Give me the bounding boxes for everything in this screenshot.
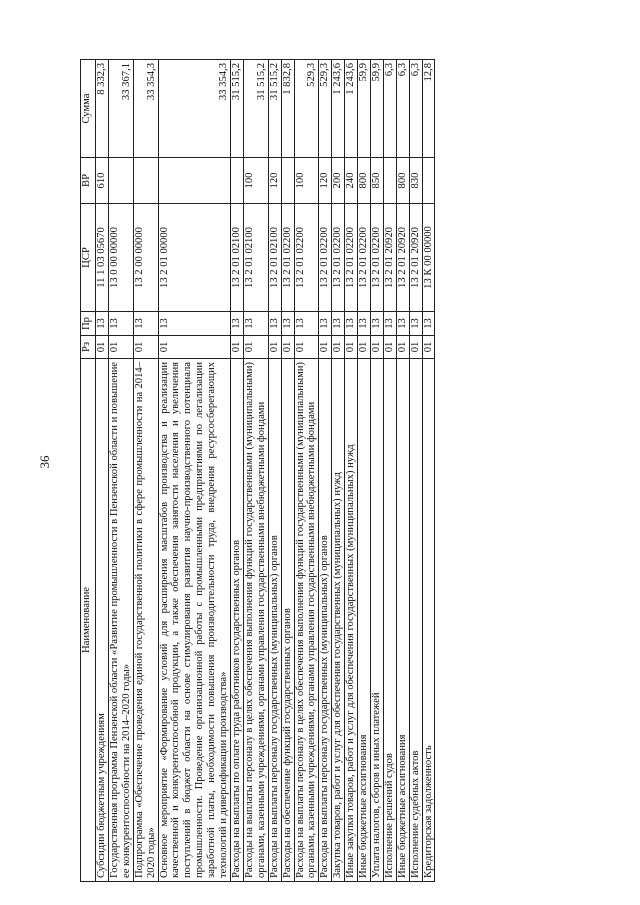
cell-vr: 100 xyxy=(294,158,319,204)
table-row xyxy=(230,60,243,882)
cell-vr xyxy=(422,158,435,204)
cell-rz: 01 xyxy=(108,336,133,359)
cell-rz: 01 xyxy=(332,336,345,359)
cell-sum: 12,8 xyxy=(422,60,435,158)
budget-table xyxy=(80,59,435,882)
cell-name: Исполнение судебных актов xyxy=(409,359,422,882)
table-row xyxy=(422,60,435,882)
cell-name: Расходы на выплаты персоналу государственных (муниципальных) органов xyxy=(268,359,281,882)
cell-csr: 13 2 01 02100 xyxy=(268,204,281,312)
cell-rz: 01 xyxy=(345,336,358,359)
cell-sum: 1 243,6 xyxy=(345,60,358,158)
table-row xyxy=(319,60,332,882)
table-row xyxy=(345,60,358,882)
cell-name: Расходы на выплаты персоналу в целях обеспечения выполнения функций государственными (муниципальными) органами, казенными учреждениями, органами управления государственными внебюджетными фондами xyxy=(243,359,268,882)
cell-name: Государственная программа Пензенской области «Развитие промышленности в Пензенской области и повышение ее конкурентоспособности на 2014–2020 годы» xyxy=(108,359,133,882)
cell-csr: 13 2 01 02200 xyxy=(332,204,345,312)
cell-pr: 13 xyxy=(358,312,371,336)
cell-pr: 13 xyxy=(409,312,422,336)
cell-name: Расходы на выплаты персоналу в целях обеспечения выполнения функций государственными (муниципальными) органами, казенными учреждениями, органами управления государственными внебюджетными фондами xyxy=(294,359,319,882)
cell-pr: 13 xyxy=(370,312,383,336)
cell-sum: 31 515,2 xyxy=(243,60,268,158)
cell-pr: 13 xyxy=(319,312,332,336)
table-row xyxy=(383,60,396,882)
cell-pr: 13 xyxy=(243,312,268,336)
cell-pr: 13 xyxy=(294,312,319,336)
cell-csr: 13 К 00 00000 xyxy=(422,204,435,312)
header-rz: Рз xyxy=(81,336,96,359)
cell-pr: 13 xyxy=(108,312,133,336)
cell-sum: 8 332,3 xyxy=(96,60,109,158)
cell-vr xyxy=(158,158,230,204)
table-row xyxy=(396,60,409,882)
cell-sum: 529,3 xyxy=(319,60,332,158)
header-pr: Пр xyxy=(81,312,96,336)
cell-sum: 59,9 xyxy=(370,60,383,158)
cell-vr xyxy=(108,158,133,204)
table-header-row xyxy=(81,60,96,882)
cell-pr: 13 xyxy=(133,312,158,336)
cell-pr: 13 xyxy=(230,312,243,336)
cell-csr: 13 2 01 02200 xyxy=(358,204,371,312)
table-row xyxy=(158,60,230,882)
cell-sum: 1 243,6 xyxy=(332,60,345,158)
table-row xyxy=(409,60,422,882)
cell-csr: 13 2 01 02200 xyxy=(370,204,383,312)
cell-pr: 13 xyxy=(396,312,409,336)
table-row xyxy=(268,60,281,882)
cell-rz: 01 xyxy=(358,336,371,359)
header-vr: ВР xyxy=(81,158,96,204)
cell-vr: 830 xyxy=(409,158,422,204)
cell-csr: 13 2 01 02100 xyxy=(230,204,243,312)
cell-vr: 850 xyxy=(370,158,383,204)
cell-csr: 13 2 01 02100 xyxy=(243,204,268,312)
table-row xyxy=(281,60,294,882)
cell-rz: 01 xyxy=(319,336,332,359)
cell-name: Подпрограмма «Обеспечение проведения единой государственной политики в сфере промышленности на 2014–2020 годы» xyxy=(133,359,158,882)
cell-pr: 13 xyxy=(96,312,109,336)
table-row xyxy=(96,60,109,882)
cell-pr: 13 xyxy=(158,312,230,336)
cell-sum: 6,3 xyxy=(396,60,409,158)
cell-csr: 13 2 01 02200 xyxy=(345,204,358,312)
cell-sum: 59,9 xyxy=(358,60,371,158)
cell-name: Иные закупки товаров, работ и услуг для обеспечения государственных (муниципальных) нужд xyxy=(345,359,358,882)
table-row xyxy=(108,60,133,882)
cell-pr: 13 xyxy=(332,312,345,336)
header-csr: ЦСР xyxy=(81,204,96,312)
cell-pr: 13 xyxy=(422,312,435,336)
cell-name: Иные бюджетные ассигнования xyxy=(358,359,371,882)
cell-name: Кредиторская задолженность xyxy=(422,359,435,882)
cell-vr: 200 xyxy=(332,158,345,204)
rotated-page xyxy=(80,60,572,882)
page-number: 36 xyxy=(37,455,52,469)
cell-vr xyxy=(281,158,294,204)
table-row xyxy=(358,60,371,882)
header-name: Наименование xyxy=(81,359,96,882)
cell-rz: 01 xyxy=(243,336,268,359)
cell-pr: 13 xyxy=(268,312,281,336)
cell-pr: 13 xyxy=(281,312,294,336)
table-row xyxy=(243,60,268,882)
cell-vr: 120 xyxy=(319,158,332,204)
cell-vr xyxy=(383,158,396,204)
cell-csr: 13 0 00 00000 xyxy=(108,204,133,312)
cell-rz: 01 xyxy=(230,336,243,359)
cell-rz: 01 xyxy=(370,336,383,359)
header-sum: Сумма xyxy=(81,60,96,158)
cell-vr xyxy=(133,158,158,204)
cell-vr: 800 xyxy=(396,158,409,204)
table-row xyxy=(332,60,345,882)
cell-vr xyxy=(230,158,243,204)
cell-rz: 01 xyxy=(96,336,109,359)
cell-name: Расходы на выплаты по оплате труда работников государственных органов xyxy=(230,359,243,882)
cell-pr: 13 xyxy=(345,312,358,336)
cell-sum: 31 515,2 xyxy=(268,60,281,158)
cell-vr: 800 xyxy=(358,158,371,204)
cell-rz: 01 xyxy=(409,336,422,359)
cell-csr: 13 2 01 20920 xyxy=(409,204,422,312)
cell-rz: 01 xyxy=(268,336,281,359)
cell-csr: 13 2 01 02200 xyxy=(319,204,332,312)
cell-name: Субсидии бюджетным учреждениям xyxy=(96,359,109,882)
cell-sum: 6,3 xyxy=(383,60,396,158)
cell-name: Основное мероприятие «Формирование условий для расширения масштабов производства и реализации качественной и конкурентоспособной продукции, а также обеспечения занятости населения и увеличения поступлений в бюджет области на основе стимулирования развития научно-производственного потенциала промышленности. Проведение организационной работы с промышленными предприятиями по легализации заработной платы, необходимости повышения производительности труда, внедрения ресурсосберегающих технологий и диверсификации производства» xyxy=(158,359,230,882)
cell-rz: 01 xyxy=(396,336,409,359)
cell-vr: 610 xyxy=(96,158,109,204)
cell-sum: 529,3 xyxy=(294,60,319,158)
cell-name: Уплата налогов, сборов и иных платежей xyxy=(370,359,383,882)
cell-vr: 100 xyxy=(243,158,268,204)
cell-pr: 13 xyxy=(383,312,396,336)
cell-sum: 31 515,2 xyxy=(230,60,243,158)
cell-csr: 13 2 01 02200 xyxy=(281,204,294,312)
cell-csr: 13 2 01 00000 xyxy=(158,204,230,312)
cell-csr: 13 2 00 00000 xyxy=(133,204,158,312)
cell-name: Закупка товаров, работ и услуг для обеспечения государственных (муниципальных) нужд xyxy=(332,359,345,882)
cell-sum: 33 354,3 xyxy=(158,60,230,158)
cell-rz: 01 xyxy=(422,336,435,359)
cell-csr: 11 1 03 05670 xyxy=(96,204,109,312)
cell-sum: 33 367,1 xyxy=(108,60,133,158)
cell-csr: 13 2 01 02200 xyxy=(294,204,319,312)
cell-vr: 240 xyxy=(345,158,358,204)
cell-csr: 13 2 01 20920 xyxy=(383,204,396,312)
table-row xyxy=(133,60,158,882)
cell-rz: 01 xyxy=(294,336,319,359)
cell-sum: 6,3 xyxy=(409,60,422,158)
cell-vr: 120 xyxy=(268,158,281,204)
cell-rz: 01 xyxy=(281,336,294,359)
cell-rz: 01 xyxy=(133,336,158,359)
cell-name: Расходы на выплаты персоналу государственных (муниципальных) органов xyxy=(319,359,332,882)
cell-sum: 1 832,8 xyxy=(281,60,294,158)
cell-csr: 13 2 01 20920 xyxy=(396,204,409,312)
cell-rz: 01 xyxy=(383,336,396,359)
cell-name: Иные бюджетные ассигнования xyxy=(396,359,409,882)
cell-rz: 01 xyxy=(158,336,230,359)
table-row xyxy=(294,60,319,882)
cell-sum: 33 354,3 xyxy=(133,60,158,158)
cell-name: Исполнение решений судов xyxy=(383,359,396,882)
table-row xyxy=(370,60,383,882)
cell-name: Расходы на обеспечение функций государственных органов xyxy=(281,359,294,882)
